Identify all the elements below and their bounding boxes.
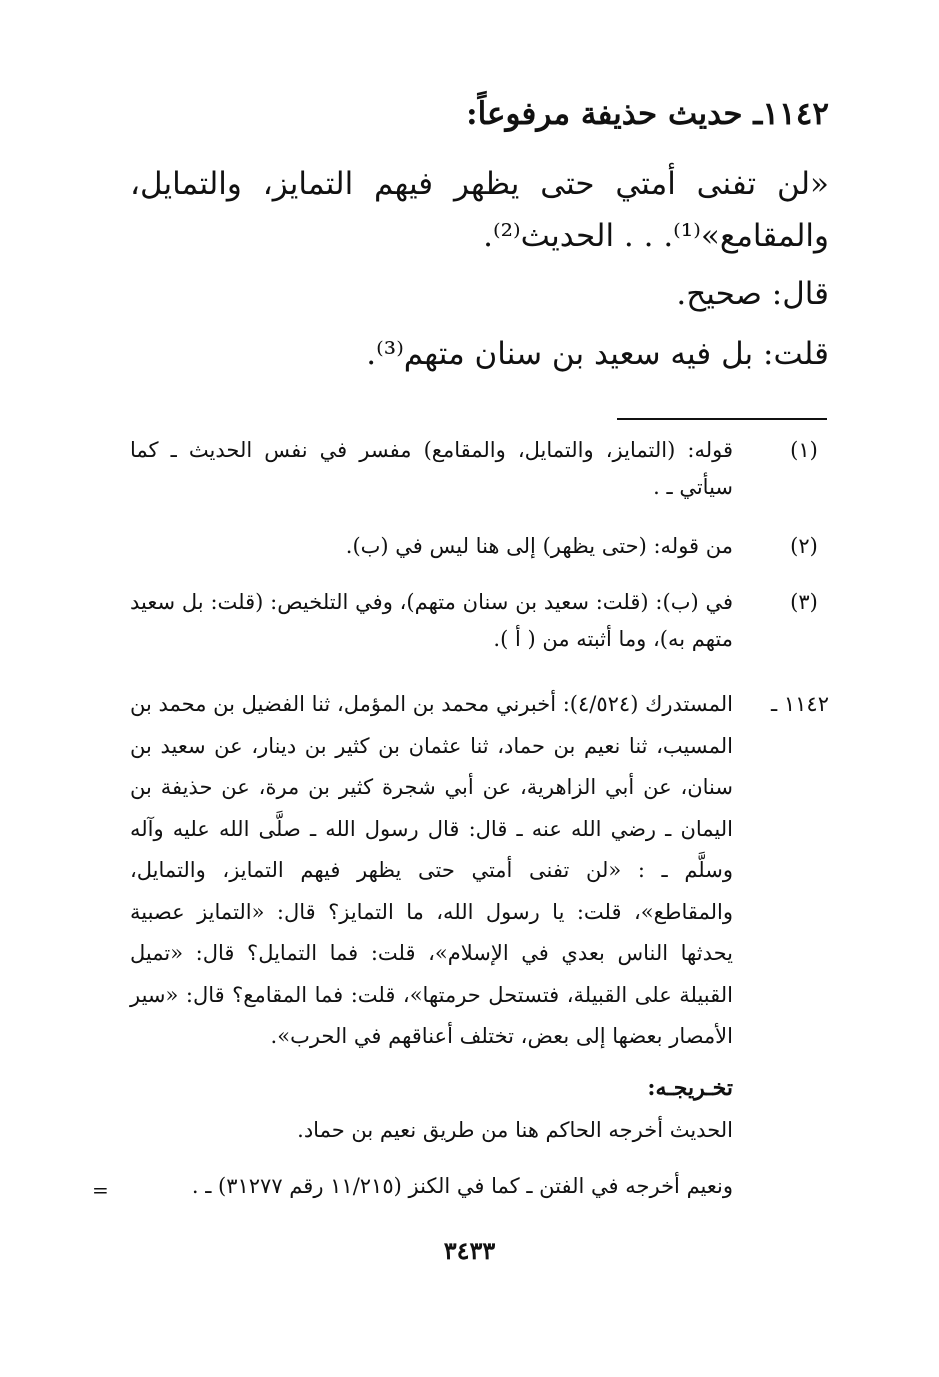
takhrij-heading: تخـريجـه:	[647, 1075, 733, 1101]
footnote-text: قوله: (التمايز، والتمايل، والمقامع) مفسر في نفس الحديث ـ كما سيأتي ـ .	[130, 438, 733, 499]
grading-statement: قال: صحيح.	[676, 276, 829, 312]
footnote-number: (٣)	[790, 590, 818, 614]
footnote-text: من قوله: (حتى يظهر) إلى هنا ليس في (ب).	[345, 534, 733, 558]
section-number: ١١٤٢ ـ	[771, 692, 829, 716]
hadith-text: «لن تفنى أمتي حتى يظهر فيهم التمايز، والتمايل، والمقامع»⁽¹⁾. . . الحديث⁽²⁾.	[130, 166, 829, 254]
source-section	[130, 684, 829, 1058]
footnote-number: (٢)	[790, 534, 818, 558]
page-number: ٣٤٣٣	[443, 1236, 496, 1265]
section-text: المستدرك (٤/٥٢٤): أخبرني محمد بن المؤمل، ثنا الفضيل بن محمد بن المسيب، ثنا نعيم بن حماد، ثنا عثمان بن كثير بن دينار، عن سعيد بن سنان، عن أبي الزاهرية، عن أبي شجرة كثير بن مرة، عن حذيفة بن اليمان ـ رضي الله عنه ـ قال: قال رسول الله ـ صلَّى الله عليه وآله وسلَّم ـ : «لن تفنى أمتي حتى يظهر فيهم التمايز، والتمايل، والمقاطع»، قلت: يا رسول الله، ما التمايز؟ قال: «التمايز عصبية يحدثها الناس بعدي في الإسلام»، قلت: فما التمايل؟ قال: «تميل القبيلة على القبيلة، فتستحل حرمتها»، قلت: فما المقامع؟ قال: «سير الأمصار بعضها إلى بعض، تختلف أعناقهم في الحرب».	[130, 692, 733, 1048]
footnote-text: في (ب): (قلت: سعيد بن سنان متهم)، وفي التلخيص: (قلت: بل سعيد متهم به)، وما أثبته من ( أ ).	[130, 590, 733, 651]
footnote-divider	[617, 418, 827, 420]
footnote-2	[130, 528, 829, 565]
footnote-number: (١)	[790, 438, 818, 462]
footnote-1	[130, 432, 829, 506]
hadith-heading: ١١٤٢ـ حديث حذيفة مرفوعاً:	[466, 96, 829, 132]
author-comment: قلت: بل فيه سعيد بن سنان متهم⁽³⁾.	[366, 336, 829, 372]
takhrij-line-1: الحديث أخرجه الحاكم هنا من طريق نعيم بن حماد.	[297, 1118, 733, 1142]
footnote-3	[130, 584, 829, 658]
continuation-mark: =	[92, 1178, 109, 1202]
takhrij-line-2: ونعيم أخرجه في الفتن ـ كما في الكنز (١١/٢١٥ رقم ٣١٢٧٧) ـ .	[191, 1174, 733, 1198]
